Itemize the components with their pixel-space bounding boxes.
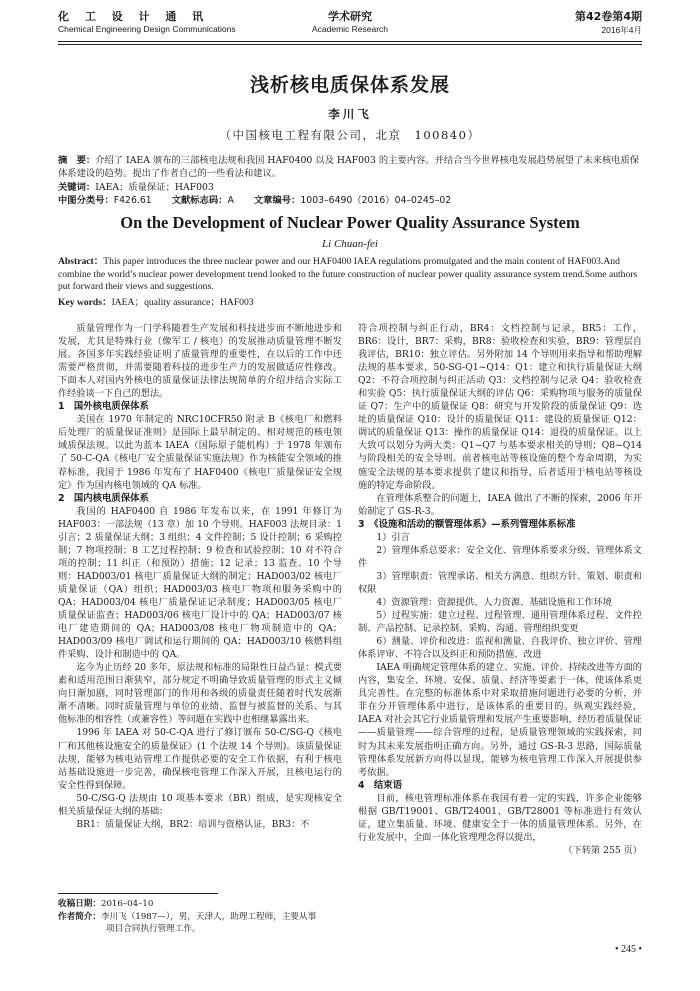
keywords-en-label: Key words： <box>58 297 112 308</box>
footnote-received <box>58 898 348 910</box>
list-item: 2）管理体系总要求：安全文化、管理体系要求分级、管理体系文件 <box>358 544 642 569</box>
body-paragraph: 符合项控制与纠正行动，BR4：文档控制与记录，BR5：工作，BR6：设计，BR7：采购，BR8：验收检查和实验，BR9：管理层自我评估，BR10：独立评估。另外附加 14 个导则用来指导和帮助理解法规的基本要求，50-SG-Q1~Q14：Q1：建立和执行质量保证大纲 Q2：不符合项控制与纠正活动 Q3：文档控制与记录 Q4：验收检查和实验 Q5：执行质量保证大纲的评估 Q6：采购物项与服务的质量保证 Q7：生产中的质量保证 Q8：研究与开发阶段的质量保证 Q9：选址的质量保证 Q10：设计的质量保证 Q11：建设的质量保证 Q12：调试的质量保证 Q13：操作的质量保证 Q14：退役的质量保证。以上大致可以划分为两大类：Q1~Q7 与基本要求相关的导则；Q8~Q14 与阶段相关的安全导则。前者核电站等核设施的整个寿命周期，为实施安全法规的基本要求提供了建议和指导，后者适用于核电站等核设施的特定寿命阶段。 <box>358 323 642 491</box>
abstract-zh-label: 摘 要： <box>58 155 96 166</box>
abstract-en-label: Abstract： <box>58 256 104 267</box>
body-paragraph: 美国在 1970 年制定的 NRC10CFR50 附录 B《核电厂和燃料后处理厂的质量保证准则》是国际上最早制定的、相对规范的核电领域质保法规。以此为蓝本 IAEA（国际原子能机构）于 1978 年颁布了 50-C-QA《核电厂安全质量保证实施法规》作为核能安全领域的推荐标准，我国于 1986 年发布了 HAF0400《核电厂质量保证安全规定》作为国内核电领域的 QA 标准。 <box>58 414 342 491</box>
abstract-en-text: This paper introduces the three nuclear power and our HAF0400 IAEA regulations promulgated and the main content of HAF003.And combine the world’s nuclear power development trend looked to the future construction of nuclear power quality assurance system trend.Some authors put forward their views and suggestions. <box>58 256 638 292</box>
author-en: Li Chuan-fei <box>322 238 378 250</box>
page-number: • 245 • <box>614 944 642 955</box>
body-paragraph: 1996 年 IAEA 对 50-C-QA 进行了修订颁布 50-C/SG-Q《核电厂和其他核设施安全的质量保证》(1 个法规 14 个导则)。该质量保证法规，能够为核电站管理工作提供必要的安全工作依据，有利于核电站基础设施进一步完善，确保核电管理工作深入开展，且核电运行的安全性得到保障。 <box>58 727 342 791</box>
section-name-zh: 学术研究 <box>328 10 372 23</box>
issue-date: 2016年4月 <box>601 25 642 35</box>
list-item: 4）资源管理：资源提供、人力资源、基础设施和工作环境 <box>376 596 612 608</box>
received-date: 2016–04–10 <box>100 899 154 909</box>
bio-label: 作者简介： <box>58 912 101 922</box>
bio-text-line1: 李川飞（1987—），男，天津人，助理工程师，主要从事 <box>100 912 317 922</box>
article-id-value: 1003–6490（2016）04–0245–02 <box>300 195 452 206</box>
affiliation-zh: （中国核电工程有限公司，北京 100840） <box>219 128 481 142</box>
keywords-zh <box>58 181 642 194</box>
list-item: 1）引言 <box>376 531 410 543</box>
section-heading-1: 1 国外核电质保体系 <box>58 401 149 413</box>
received-label: 收稿日期： <box>58 899 101 909</box>
section-heading-2: 2 国内核电质保体系 <box>58 492 149 504</box>
article-title-en: On the Development of Nuclear Power Quality Assurance System <box>120 213 580 232</box>
body-paragraph: 50-C/SG-Q 法规由 10 项基本要求（BR）组成，是实现核安全相关质量保证大纲的基础： <box>58 792 342 817</box>
body-paragraph: BR1：质量保证大纲，BR2：培训与资格认证，BR3：不 <box>76 818 310 830</box>
list-item: 6）测量、评价和改进：监视和测量、自我评价、独立评价、管理体系评审、不符合以及纠正和预防措施、改进 <box>358 636 642 661</box>
classification-line <box>58 194 642 207</box>
body-paragraph: IAEA 明确规定管理体系的建立、实施、评价、持续改进等方面的内容，集安全、环境、安保、质量、经济等要素于一体，使该体系更具完善性。在完整的标准体系中对采取措施问题进行必要的分析，并非在分开管理体系中进行，是该体系的重要目的。纵观实践经验，IAEA 对社会其它行业质量管理和发展产生重要影响，经历着质量保证——质量管理——综合管理的过程，是质量管理领域的实践探索，同时为其未来发展指明正确方向。另外，通过 GS-R-3 思路，国际质量管理体系发展新方向得以显现，能够为核电管理工作深入开展提供参考依据。 <box>358 662 642 778</box>
body-column-left <box>58 322 342 831</box>
keywords-en <box>58 296 642 309</box>
article-id-label: 文章编号： <box>253 195 301 206</box>
body-paragraph: 迄今为止历经 20 多年，原法规和标准的局限性日益凸显：模式要素和适用范围日渐狭窄，部分规定不明确导致质量管理的形式主义倾向日渐加剧，同时管理部门的作用和各级的质量责任随着时代发展渐渐不清晰。同时质量管理与单位的业绩、监督与被监督的关系、与其他标准的相容性（或兼容性）等问题在实践中也相继暴露出来。 <box>58 662 342 726</box>
doc-code-label: 文献标志码： <box>171 195 228 206</box>
header-rule-thin <box>58 44 642 45</box>
body-paragraph: 我国的 HAF0400 自 1986 年发布以来，在 1991 年修订为 HAF003：一部法规（13 章）加 10 个导则。HAF003 法规目录：1 引言；2 质量保证大纲；3 组织；4 文件控制；5 设计控制；6 采购控制；7 物项控制；8 工艺过程控制；9 检查和试验控制；10 对不符合项的控制；11 纠正（和预防）措施；12 记录；13 监查。10 个导则：HAD003/01 核电厂质量保证大纲的制定；HAD003/02 核电厂质量保证（QA）组织；HAD003/03 核电厂物项和服务采购中的 QA；HAD003/04 核电厂质量保证记录制度；HAD003/05 核电厂质量保证监查；HAD003/06 核电厂设计中的 QA；HAD003/07 核电厂建造期间的 QA；HAD003/08 核电厂物项制造中的 QA；HAD003/09 核电厂调试和运行期间的 QA；HAD003/10 核燃料组件采购、设计和制造中的 QA。 <box>58 505 342 661</box>
abstract-zh-text: 介绍了 IAEA 颁布的三部核电法规和我国 HAF0400 以及 HAF003 的主要内容。并结合当今世界核电发展趋势展望了未来核电质保体系建设的趋势。提出了作者自己的一些看法和建议。 <box>58 155 640 179</box>
section-name-en: Academic Research <box>311 24 389 34</box>
clc-label: 中图分类号： <box>58 195 114 206</box>
clc-value: F426.61 <box>113 195 152 206</box>
body-paragraph: 目前，核电管理标准体系在我国有着一定的实践，许多企业能够根据 GB/T19001、GB/T24001、GB/T28001 等标准进行有效认证，建立集质量、环境、健康安全于一体的质量管理体系。另外，在行业发展中，全面一体化管理理念得以提出， <box>358 792 642 843</box>
footnote-author-bio <box>58 911 348 935</box>
abstract-zh <box>58 154 642 180</box>
running-header <box>58 8 642 40</box>
article-title-zh: 浅析核电质保体系发展 <box>249 74 450 96</box>
body-column-right <box>358 322 642 857</box>
author-zh: 李川飞 <box>328 107 372 121</box>
list-item: 3）管理职责：管理承诺、相关方满意、组织方针、策划、职责和权限 <box>358 570 642 595</box>
abstract-en <box>58 256 642 294</box>
body-paragraph: 在管理体系整合的问题上，IAEA 做出了不断的探索，2006 年开始制定了 GS-R-3。 <box>358 492 642 517</box>
section-heading-4: 4 结束语 <box>358 779 403 791</box>
section-heading-3: 3 《设施和活动的额管理体系》—系列管理体系标准 <box>358 518 576 530</box>
footnote-rule <box>58 893 218 894</box>
keywords-en-text: IAEA；quality assurance；HAF003 <box>111 297 254 308</box>
bio-text-line2: 项目合同执行管理工作。 <box>106 924 201 934</box>
keywords-zh-text: IAEA；质量保证；HAF003 <box>95 182 214 193</box>
body-paragraph: 质量管理作为一门学科随着生产发展和科技进步而不断地进步和发展，尤其是特殊行业（像军工 / 核电）的发展推动质量管理不断发展。各国多年实践经验证明了质量管理的重要性，在以后的工作中还需要严格贯彻，并需要随着科技的进步生产力的发展做适应性修改。下面本人对国内外核电的质量保证法律法规简单的介绍并结合实际工作经验谈一下自己的想法。 <box>58 323 342 400</box>
journal-name-zh: 化 工 设 计 通 讯 <box>58 10 210 23</box>
keywords-zh-label: 关键词： <box>58 182 96 193</box>
list-item: 5）过程实施：建立过程、过程管理、通用管理体系过程、文件控制、产品控制、记录控制、采购、沟通、管理组织变更 <box>358 610 642 635</box>
header-rule <box>58 41 642 42</box>
journal-name-en: Chemical Engineering Design Communications <box>58 24 236 34</box>
continued-note: （下转第 255 页） <box>563 844 642 856</box>
volume-issue: 第42卷第4期 <box>575 10 642 23</box>
doc-code-value: A <box>227 195 234 206</box>
